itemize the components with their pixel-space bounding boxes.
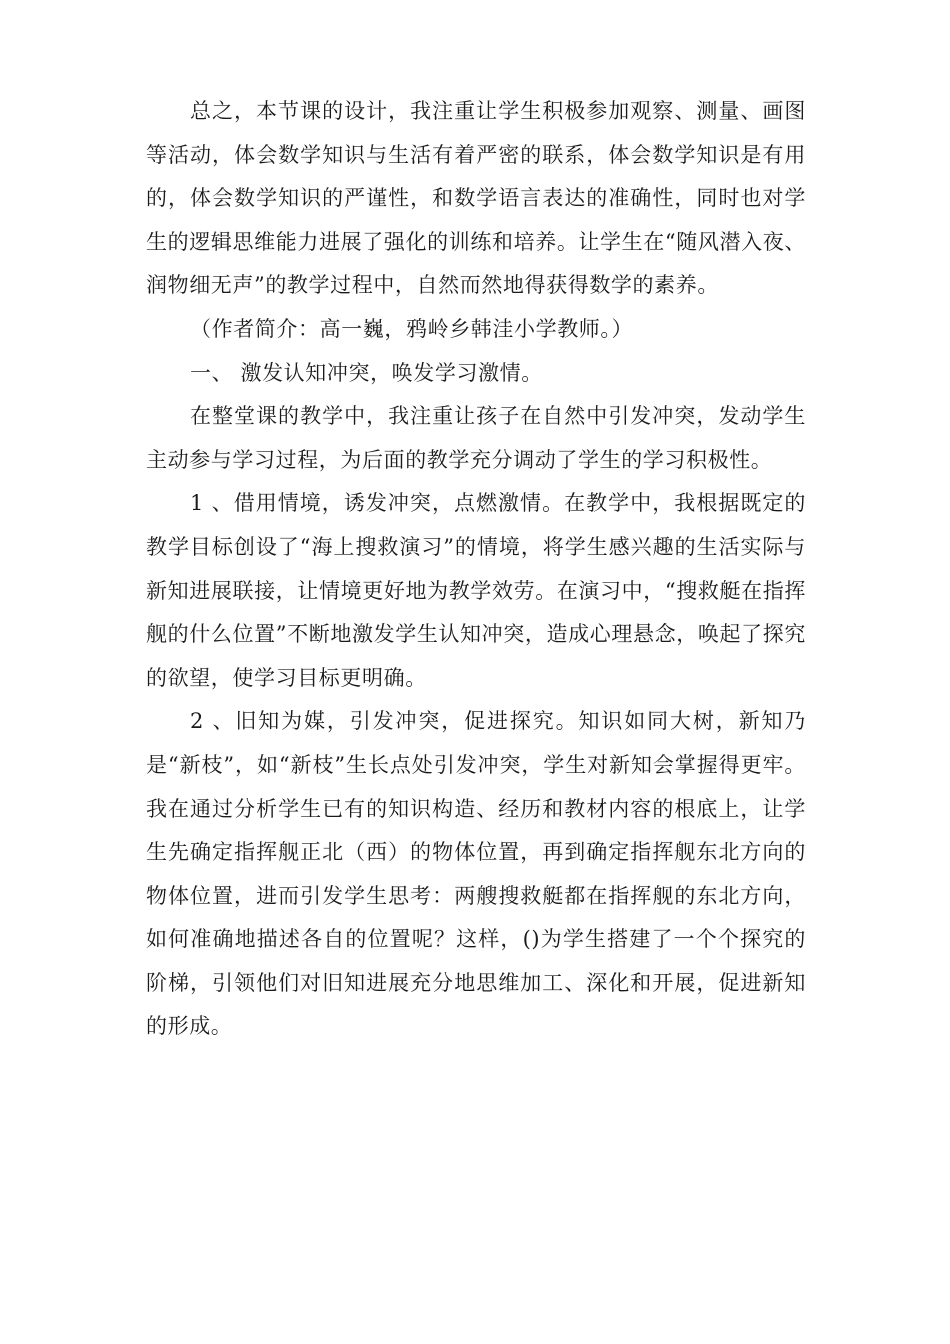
paragraph-point-1: 1 、借用情境，诱发冲突，点燃激情。在教学中，我根据既定的教学目标创设了“海上搜救演习”的情境，将学生感兴趣的生活实际与新知进展联接，让情境更好地为教学效劳。在演习中，“搜救艇在指挥舰的什么位置”不断地激发学生认知冲突，造成心理悬念，唤起了探究的欲望，使学习目标更明确。	[146, 491, 806, 690]
paragraph-summary: 总之，本节课的设计，我注重让学生积极参加观察、测量、画图等活动，体会数学知识与生活有着严密的联系，体会数学知识是有用的，体会数学知识的严谨性，和数学语言表达的准确性，同时也对学生的逻辑思维能力进展了强化的训练和培养。让学生在“随风潜入夜、润物细无声”的教学过程中，自然而然地得获得数学的素养。	[146, 99, 806, 298]
paragraph-intro: 在整堂课的教学中，我注重让孩子在自然中引发冲突，发动学生主动参与学习过程，为后面的教学充分调动了学生的学习积极性。	[146, 404, 806, 472]
document-page	[146, 90, 806, 1049]
paragraph-author-note: （作者简介：高一巍，鸦岭乡韩洼小学教师。）	[190, 316, 634, 341]
section-heading-1: 一、 激发认知冲突，唤发学习激情。	[190, 360, 543, 385]
paragraph-point-2: 2 、旧知为媒，引发冲突，促进探究。知识如同大树，新知乃是“新枝”，如“新枝”生长点处引发冲突，学生对新知会掌握得更牢。我在通过分析学生已有的知识构造、经历和教材内容的根底上，让学生先确定指挥舰正北（西）的物体位置，再到确定指挥舰东北方向的物体位置，进而引发学生思考：两艘搜救艇都在指挥舰的东北方向，如何准确地描述各自的位置呢？这样，()为学生搭建了一个个探究的阶梯，引领他们对旧知进展充分地思维加工、深化和开展，促进新知的形成。	[146, 709, 806, 1039]
